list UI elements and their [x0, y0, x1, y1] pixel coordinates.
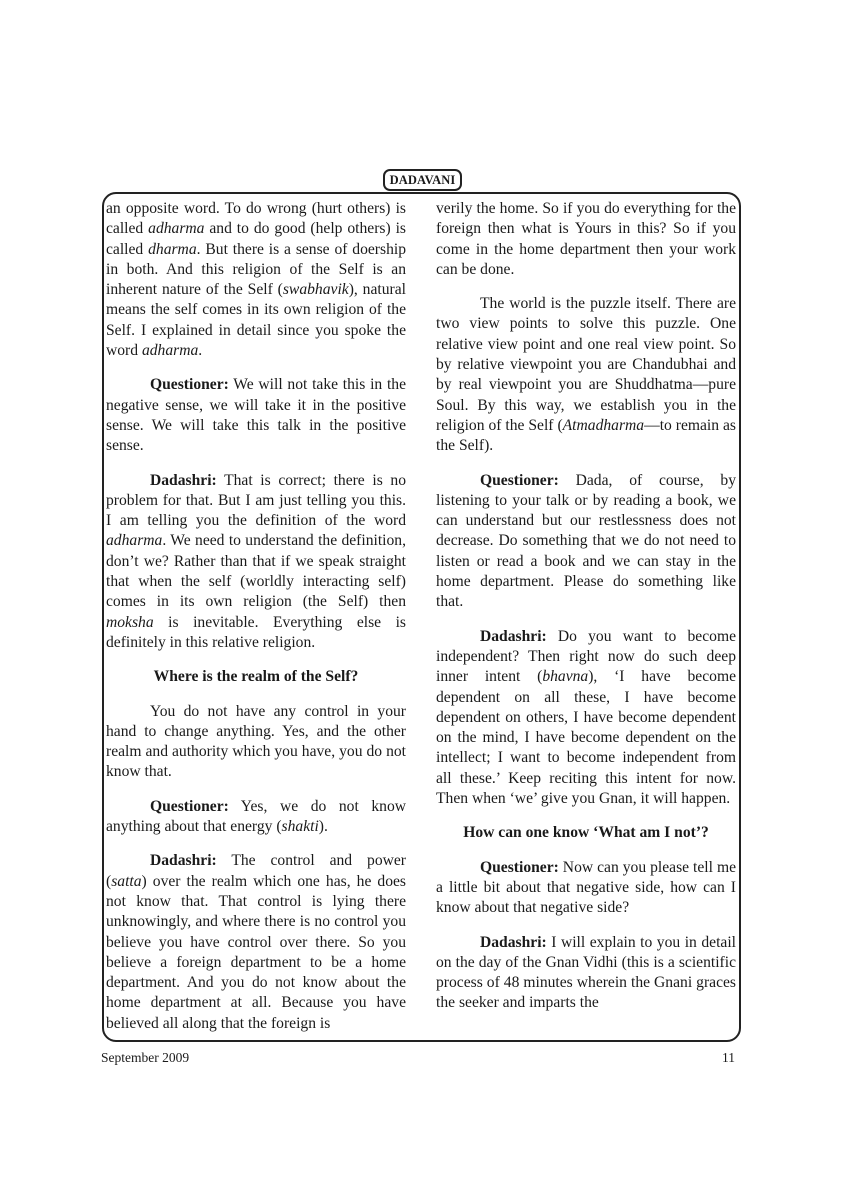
speaker-label: Questioner:	[480, 858, 559, 876]
speaker-label: Questioner:	[150, 797, 229, 815]
paragraph-dadashri: Dadashri: The control and power (satta) over the realm which one has, he does not know that. That control is lying there unknowingly, and where there is no control you believe you have control over there. So you believe a foreign department to be a home department. And you do not know about the home department at all. Because you have believed all along that the foreign is	[106, 852, 406, 1032]
right-column	[436, 199, 736, 1028]
footer-date: September 2009	[101, 1050, 190, 1065]
speaker-label: Dadashri:	[150, 471, 217, 489]
magazine-title-tab: DADAVANI	[383, 169, 462, 191]
speaker-label: Dadashri:	[480, 933, 547, 951]
paragraph-questioner: Questioner: Now can you please tell me a little bit about that negative side, how can I know about that negative side?	[436, 858, 736, 917]
speaker-label: Questioner:	[150, 376, 229, 394]
paragraph: You do not have any control in your hand to change anything. Yes, and the other realm and authority which you have, you do not know that.	[106, 702, 406, 781]
paragraph-dadashri: Dadashri: Do you want to become independent? Then right now do such deep inner intent (bhavna), ‘I have become dependent on all these, I have become dependent on others, I have become dependent on the mind, I have become dependent on the intellect; I want to become independent from all these.’ Keep reciting this intent for now. Then when ‘we’ give you Gnan, it will happen.	[436, 627, 736, 808]
section-heading: Where is the realm of the Self?	[153, 668, 359, 686]
paragraph-dadashri: Dadashri: That is correct; there is no problem for that. But I am just telling you this. I am telling you the definition of the word adharma. We need to understand the definition, don’t we? Rather than that if we speak straight that when the self (worldly interacting self) comes in its own religion (the Self) then moksha is inevitable. Everything else is definitely in this relative religion.	[106, 471, 406, 651]
speaker-label: Questioner:	[480, 471, 559, 489]
section-heading: How can one know ‘What am I not’?	[463, 824, 709, 842]
paragraph-questioner: Questioner: Yes, we do not know anything about that energy (shakti).	[106, 797, 406, 836]
paragraph-questioner: Questioner: Dada, of course, by listening to your talk or by reading a book, we can understand but our restlessness does not decrease. Do something that we do not need to listen or read a book and we can stay in the home department. Please do something like that.	[436, 471, 736, 611]
paragraph: verily the home. So if you do everything for the foreign then what is Yours in this? So if you come in the home department then your work can be done.	[436, 200, 736, 278]
page-number: 11	[722, 1050, 735, 1065]
paragraph-questioner: Questioner: We will not take this in the negative sense, we will take it in the positive sense. We will take this talk in the positive sense.	[106, 376, 406, 455]
paragraph: an opposite word. To do wrong (hurt others) is called adharma and to do good (help others) is called dharma. But there is a sense of doership in both. And this religion of the Self is an inherent nature of the Self (swabhavik), natural means the self comes in its own religion of the Self. I explained in detail since you spoke the word adharma.	[106, 200, 406, 360]
speaker-label: Dadashri:	[150, 852, 217, 870]
left-column	[106, 199, 406, 1048]
paragraph: The world is the puzzle itself. There are two view points to solve this puzzle. One relative view point and one real view point. So by relative viewpoint you are Chandubhai and by real viewpoint you are Shuddhatma—pure Soul. By this way, we establish you in the religion of the Self (Atmadharma—to remain as the Self).	[436, 295, 736, 455]
speaker-label: Dadashri:	[480, 627, 547, 645]
paragraph-dadashri: Dadashri: I will explain to you in detail on the day of the Gnan Vidhi (this is a scientific process of 48 minutes wherein the Gnani graces the seeker and imparts the	[436, 933, 736, 1012]
